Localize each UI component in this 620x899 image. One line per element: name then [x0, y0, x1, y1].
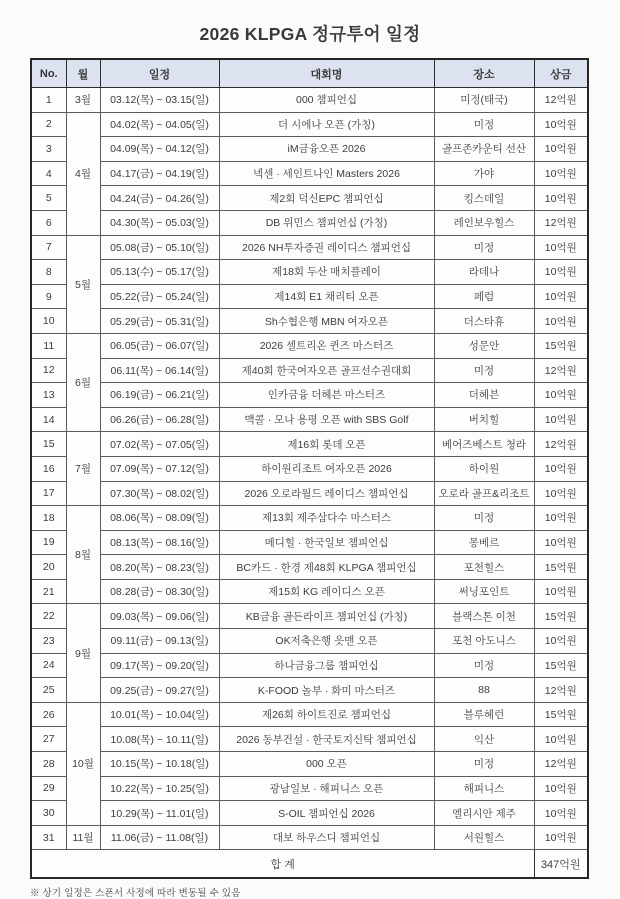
row-no: 21: [31, 579, 66, 604]
table-row: [31, 137, 588, 162]
row-dates: 10.15(목) ~ 10.18(일): [100, 752, 219, 777]
row-no: 9: [31, 284, 66, 309]
table-row: [31, 260, 588, 285]
row-venue: 몽베르: [434, 530, 534, 555]
table-row: [31, 752, 588, 777]
row-venue: 더스타휴: [434, 309, 534, 334]
row-prize: 10억원: [534, 407, 588, 432]
table-row: [31, 407, 588, 432]
row-no: 20: [31, 555, 66, 580]
row-event: 제26회 하이트진로 챔피언십: [219, 702, 434, 727]
row-venue: 베어즈베스트 청라: [434, 432, 534, 457]
row-dates: 06.19(금) ~ 06.21(일): [100, 383, 219, 408]
table-row: [31, 358, 588, 383]
row-venue: 오로라 골프&리조트: [434, 481, 534, 506]
row-no: 3: [31, 137, 66, 162]
row-venue: 가야: [434, 161, 534, 186]
row-no: 28: [31, 752, 66, 777]
header-no: No.: [31, 59, 66, 88]
table-row: [31, 825, 588, 850]
table-row: [31, 801, 588, 826]
row-venue: 미정(태국): [434, 88, 534, 113]
row-prize: 10억원: [534, 579, 588, 604]
row-dates: 03.12(목) ~ 03.15(일): [100, 88, 219, 113]
table-row: [31, 727, 588, 752]
row-event: 제13회 제주삼다수 마스터스: [219, 506, 434, 531]
row-venue: 익산: [434, 727, 534, 752]
row-month: 9월: [66, 604, 100, 702]
row-event: 2026 셀트리온 퀸즈 마스터즈: [219, 333, 434, 358]
table-row: [31, 112, 588, 137]
row-dates: 08.20(목) ~ 08.23(일): [100, 555, 219, 580]
row-no: 6: [31, 210, 66, 235]
header-event: 대회명: [219, 59, 434, 88]
row-venue: 미정: [434, 112, 534, 137]
table-row: [31, 309, 588, 334]
row-venue: 블랙스톤 이천: [434, 604, 534, 629]
row-no: 22: [31, 604, 66, 629]
table-row: [31, 186, 588, 211]
row-event: 제40회 한국여자오픈 골프선수권대회: [219, 358, 434, 383]
header-row: [31, 59, 588, 88]
row-prize: 10억원: [534, 161, 588, 186]
row-no: 30: [31, 801, 66, 826]
row-prize: 12억원: [534, 752, 588, 777]
table-row: [31, 604, 588, 629]
row-no: 8: [31, 260, 66, 285]
row-venue: 써닝포인트: [434, 579, 534, 604]
row-prize: 10억원: [534, 801, 588, 826]
row-venue: 하이원: [434, 456, 534, 481]
table-row: [31, 432, 588, 457]
row-prize: 10억원: [534, 727, 588, 752]
row-no: 26: [31, 702, 66, 727]
row-event: BC카드 · 한경 제48회 KLPGA 챔피언십: [219, 555, 434, 580]
row-venue: 블루헤런: [434, 702, 534, 727]
table-row: [31, 506, 588, 531]
table-row: [31, 530, 588, 555]
row-no: 29: [31, 776, 66, 801]
row-no: 24: [31, 653, 66, 678]
row-venue: 미정: [434, 752, 534, 777]
row-dates: 04.09(목) ~ 04.12(일): [100, 137, 219, 162]
table-row: [31, 653, 588, 678]
row-event: 제15회 KG 레이디스 오픈: [219, 579, 434, 604]
row-month: 6월: [66, 333, 100, 431]
row-prize: 10억원: [534, 456, 588, 481]
row-venue: 라데나: [434, 260, 534, 285]
row-venue: 미정: [434, 506, 534, 531]
row-prize: 10억원: [534, 137, 588, 162]
total-row: [31, 850, 588, 879]
row-venue: 서원힐스: [434, 825, 534, 850]
row-no: 16: [31, 456, 66, 481]
row-no: 12: [31, 358, 66, 383]
row-prize: 10억원: [534, 309, 588, 334]
row-venue: 포천 아도니스: [434, 629, 534, 654]
row-prize: 10억원: [534, 284, 588, 309]
row-venue: 88: [434, 678, 534, 703]
header-dates: 일정: [100, 59, 219, 88]
row-dates: 11.06(금) ~ 11.08(일): [100, 825, 219, 850]
row-prize: 10억원: [534, 776, 588, 801]
row-no: 15: [31, 432, 66, 457]
schedule-table-body: [31, 88, 588, 850]
row-dates: 10.29(목) ~ 11.01(일): [100, 801, 219, 826]
row-event: iM금융오픈 2026: [219, 137, 434, 162]
row-no: 27: [31, 727, 66, 752]
table-row: [31, 456, 588, 481]
row-prize: 12억원: [534, 678, 588, 703]
row-event: 2026 오로라월드 레이디스 챔피언십: [219, 481, 434, 506]
row-venue: 미정: [434, 358, 534, 383]
schedule-table: [30, 58, 589, 879]
row-venue: 포천힐스: [434, 555, 534, 580]
header-month: 월: [66, 59, 100, 88]
row-prize: 10억원: [534, 186, 588, 211]
row-month: 11월: [66, 825, 100, 850]
row-prize: 10억원: [534, 825, 588, 850]
table-row: [31, 776, 588, 801]
table-row: [31, 88, 588, 113]
row-event: 맥콜 · 모나 용평 오픈 with SBS Golf: [219, 407, 434, 432]
row-dates: 05.22(금) ~ 05.24(일): [100, 284, 219, 309]
row-no: 18: [31, 506, 66, 531]
table-row: [31, 161, 588, 186]
table-footer: [31, 850, 588, 879]
row-venue: 버치힐: [434, 407, 534, 432]
row-dates: 04.24(금) ~ 04.26(일): [100, 186, 219, 211]
row-event: 2026 NH투자증권 레이디스 챔피언십: [219, 235, 434, 260]
row-prize: 10억원: [534, 383, 588, 408]
row-dates: 10.08(목) ~ 10.11(일): [100, 727, 219, 752]
row-no: 31: [31, 825, 66, 850]
row-prize: 10억원: [534, 481, 588, 506]
row-prize: 10억원: [534, 629, 588, 654]
row-month: 10월: [66, 702, 100, 825]
row-venue: 미정: [434, 653, 534, 678]
row-month: 7월: [66, 432, 100, 506]
row-prize: 10억원: [534, 506, 588, 531]
row-dates: 05.13(수) ~ 05.17(일): [100, 260, 219, 285]
row-prize: 10억원: [534, 112, 588, 137]
row-dates: 06.26(금) ~ 06.28(일): [100, 407, 219, 432]
row-event: OK저축은행 읏맨 오픈: [219, 629, 434, 654]
row-venue: 골프존카운티 선산: [434, 137, 534, 162]
row-dates: 10.22(목) ~ 10.25(일): [100, 776, 219, 801]
table-row: [31, 579, 588, 604]
row-prize: 15억원: [534, 333, 588, 358]
row-dates: 07.09(목) ~ 07.12(일): [100, 456, 219, 481]
row-no: 2: [31, 112, 66, 137]
table-row: [31, 284, 588, 309]
row-venue: 더헤븐: [434, 383, 534, 408]
row-month: 5월: [66, 235, 100, 333]
row-prize: 12억원: [534, 210, 588, 235]
row-prize: 15억원: [534, 604, 588, 629]
row-event: 000 챔피언십: [219, 88, 434, 113]
row-event: 제18회 두산 매치플레이: [219, 260, 434, 285]
row-event: 더 시에나 오픈 (가칭): [219, 112, 434, 137]
row-event: 제14회 E1 채리티 오픈: [219, 284, 434, 309]
row-event: 넥센 · 세인트나인 Masters 2026: [219, 161, 434, 186]
row-dates: 10.01(목) ~ 10.04(일): [100, 702, 219, 727]
row-dates: 09.25(금) ~ 09.27(일): [100, 678, 219, 703]
row-event: 대보 하우스디 챔피언십: [219, 825, 434, 850]
row-dates: 06.05(금) ~ 06.07(일): [100, 333, 219, 358]
row-dates: 08.28(금) ~ 08.30(일): [100, 579, 219, 604]
row-no: 10: [31, 309, 66, 334]
row-venue: 해피니스: [434, 776, 534, 801]
row-event: K-FOOD 놀부 · 화미 마스터즈: [219, 678, 434, 703]
table-row: [31, 235, 588, 260]
row-event: KB금융 골든라이프 챔피언십 (가칭): [219, 604, 434, 629]
footnote: ※ 상기 일정은 스폰서 사정에 따라 변동될 수 있음: [30, 888, 241, 899]
row-dates: 09.17(목) ~ 09.20(일): [100, 653, 219, 678]
table-row: [31, 678, 588, 703]
row-event: 제2회 덕신EPC 챔피언십: [219, 186, 434, 211]
row-no: 5: [31, 186, 66, 211]
row-event: 인카금융 더헤븐 마스터즈: [219, 383, 434, 408]
row-event: 하나금융그룹 챔피언십: [219, 653, 434, 678]
row-no: 1: [31, 88, 66, 113]
row-dates: 04.17(금) ~ 04.19(일): [100, 161, 219, 186]
row-prize: 10억원: [534, 260, 588, 285]
row-prize: 15억원: [534, 702, 588, 727]
total-prize: 347억원: [534, 850, 588, 879]
row-venue: 페럼: [434, 284, 534, 309]
row-no: 4: [31, 161, 66, 186]
row-no: 13: [31, 383, 66, 408]
row-prize: 12억원: [534, 88, 588, 113]
row-prize: 12억원: [534, 432, 588, 457]
row-venue: 레인보우힐스: [434, 210, 534, 235]
row-month: 3월: [66, 88, 100, 113]
row-month: 4월: [66, 112, 100, 235]
row-event: 광남일보 · 해피니스 오픈: [219, 776, 434, 801]
row-month: 8월: [66, 506, 100, 604]
table-row: [31, 333, 588, 358]
row-no: 17: [31, 481, 66, 506]
row-dates: 04.30(목) ~ 05.03(일): [100, 210, 219, 235]
table-row: [31, 629, 588, 654]
table-row: [31, 383, 588, 408]
row-no: 23: [31, 629, 66, 654]
table-row: [31, 555, 588, 580]
page-title: 2026 KLPGA 정규투어 일정: [199, 24, 421, 44]
row-dates: 06.11(목) ~ 06.14(일): [100, 358, 219, 383]
table-row: [31, 702, 588, 727]
row-dates: 05.29(금) ~ 05.31(일): [100, 309, 219, 334]
row-prize: 10억원: [534, 530, 588, 555]
row-prize: 15억원: [534, 653, 588, 678]
row-dates: 08.06(목) ~ 08.09(일): [100, 506, 219, 531]
row-event: 000 오픈: [219, 752, 434, 777]
row-venue: 미정: [434, 235, 534, 260]
row-prize: 12억원: [534, 358, 588, 383]
row-venue: 성문안: [434, 333, 534, 358]
row-event: S-OIL 챔피언십 2026: [219, 801, 434, 826]
header-venue: 장소: [434, 59, 534, 88]
row-no: 14: [31, 407, 66, 432]
row-no: 25: [31, 678, 66, 703]
row-venue: 킹스데일: [434, 186, 534, 211]
row-prize: 15억원: [534, 555, 588, 580]
row-dates: 08.13(목) ~ 08.16(일): [100, 530, 219, 555]
row-dates: 05.08(금) ~ 05.10(일): [100, 235, 219, 260]
row-dates: 07.30(목) ~ 08.02(일): [100, 481, 219, 506]
row-dates: 04.02(목) ~ 04.05(일): [100, 112, 219, 137]
row-dates: 09.11(금) ~ 09.13(일): [100, 629, 219, 654]
row-no: 7: [31, 235, 66, 260]
total-label: 합 계: [31, 850, 534, 879]
row-dates: 07.02(목) ~ 07.05(일): [100, 432, 219, 457]
table-row: [31, 481, 588, 506]
row-venue: 엘리시안 제주: [434, 801, 534, 826]
row-event: 2026 동부건설 · 한국토지신탁 챔피언십: [219, 727, 434, 752]
row-event: DB 위민스 챔피언십 (가칭): [219, 210, 434, 235]
row-no: 11: [31, 333, 66, 358]
row-event: Sh수협은행 MBN 여자오픈: [219, 309, 434, 334]
row-no: 19: [31, 530, 66, 555]
row-prize: 10억원: [534, 235, 588, 260]
row-dates: 09.03(목) ~ 09.06(일): [100, 604, 219, 629]
row-event: 하이원리조트 여자오픈 2026: [219, 456, 434, 481]
table-row: [31, 210, 588, 235]
row-event: 메디힐 · 한국일보 챔피언십: [219, 530, 434, 555]
row-event: 제16회 롯데 오픈: [219, 432, 434, 457]
table-header: [31, 59, 588, 88]
header-prize: 상금: [534, 59, 588, 88]
